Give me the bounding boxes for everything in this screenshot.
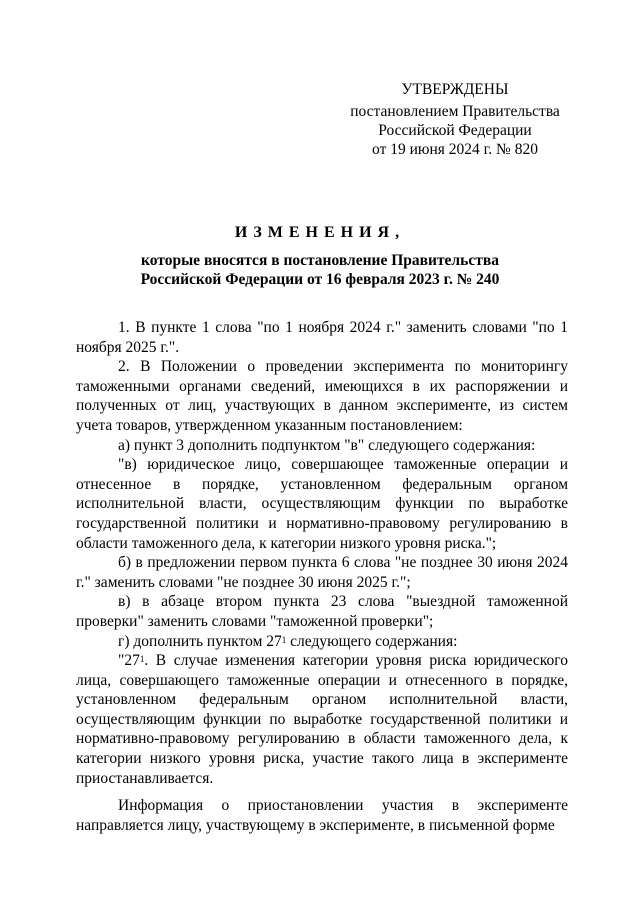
approval-line: постановлением Правительства (350, 103, 560, 120)
paragraph-2g (76, 632, 568, 652)
subtitle-line: которые вносятся в постановление Правительства (141, 252, 499, 269)
superscript: 1 (139, 654, 145, 665)
approval-stamp (345, 80, 565, 159)
paragraph-last: Информация о приостановлении участия в эксперименте направляется лицу, участвующему в эксперименте, в письменной форме (76, 797, 568, 834)
paragraph-2a: а) пункт 3 дополнить подпунктом "в" следующего содержания: (118, 436, 536, 454)
paragraph-27-1 (76, 651, 568, 788)
paragraph-2b: б) в предложении первом пункта 6 слова "не позднее 30 июня 2024 г." заменить словами "не позднее 30 июня 2025 г."; (76, 554, 568, 591)
approval-line: Российской Федерации (378, 122, 532, 139)
approval-heading: УТВЕРЖДЕНЫ (401, 81, 509, 98)
approval-line: от 19 июня 2024 г. № 820 (372, 141, 538, 158)
paragraph-1: 1. В пункте 1 слова "по 1 ноября 2024 г." заменить словами "по 1 ноября 2025 г.". (76, 319, 568, 356)
paragraph-27-1-number: "27 (118, 652, 140, 670)
paragraph-2g-text-end: следующего содержания: (286, 632, 458, 650)
paragraph-2: 2. В Положении о проведении эксперимента по мониторингу таможенными органами сведений, имеющихся в их распоряжении и полученных от лиц, участвующих в данном эксперименте, из систем учета товаров, утвержденном указанным постановлением: (76, 358, 568, 434)
paragraph-2v: в) в абзаце втором пункта 23 слова "выездной таможенной проверки" заменить словами "таможенной проверки"; (76, 593, 568, 630)
superscript: 1 (281, 634, 287, 645)
document-title: ИЗМЕНЕНИЯ, (234, 224, 406, 241)
document-subtitle (0, 251, 640, 289)
paragraph-27-1-text: . В случае изменения категории уровня риска юридического лица, совершающего таможенные операции и отнесенного в порядке, установленном федеральным органом исполнительной власти, осуществляющим функции по выработке государственной политики и нормативно-правовому регулированию в области таможенного дела, к категории низкого уровня риска, участие такого лица в эксперименте приостанавливается. (76, 652, 568, 787)
document-body (76, 318, 568, 835)
paragraph-2a-text: "в) юридическое лицо, совершающее таможенные операции и отнесенное в порядке, установленном федеральным органом исполнительной власти, осуществляющим функции по выработке государственной политики и нормативно-правовому регулированию в области таможенного дела, к категории низкого уровня риска."; (76, 456, 568, 552)
paragraph-2g-text: г) дополнить пунктом 27 (118, 632, 282, 650)
subtitle-line: Российской Федерации от 16 февраля 2023 г. № 240 (140, 271, 500, 288)
